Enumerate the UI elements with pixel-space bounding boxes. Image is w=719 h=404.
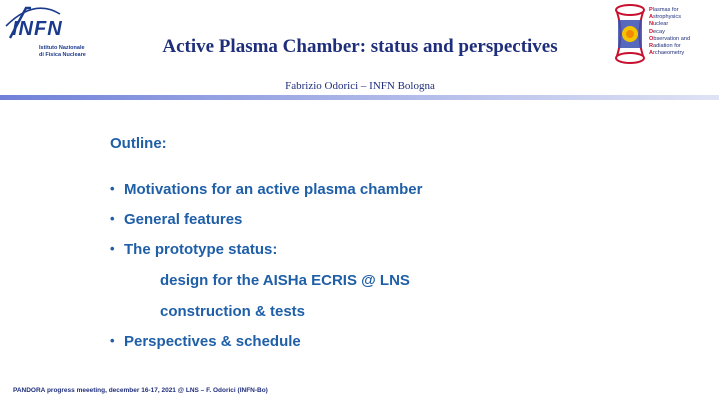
slide-title: Active Plasma Chamber: status and perspectives <box>162 36 558 57</box>
pandora-word: Radiation for <box>649 43 681 50</box>
pandora-word: Plasmas for <box>649 7 679 13</box>
bullet-icon: • <box>110 333 115 348</box>
bullet-icon: • <box>110 211 115 226</box>
pandora-word: Observation and <box>649 35 691 42</box>
bullet-icon: • <box>110 181 115 196</box>
infn-logo <box>4 4 116 64</box>
pandora-word: Astrophysics <box>649 14 682 21</box>
list-item-text: General features <box>124 211 243 228</box>
slide-footer: PANDORA progress meeeting, december 16-17, 2021 @ LNS – F. Odorici (INFN-Bo) <box>13 387 268 394</box>
outline-label: Outline: <box>110 135 167 152</box>
bullet-icon: • <box>110 241 115 256</box>
pandora-plasma-trap-icon <box>612 2 648 66</box>
infn-org-name <box>39 45 86 59</box>
pandora-logo <box>612 2 717 68</box>
infn-org-line2: di Fisica Nucleare <box>39 52 86 58</box>
slide-subtitle: Fabrizio Odorici – INFN Bologna <box>285 80 435 92</box>
pandora-acronym <box>649 7 690 57</box>
header-divider-band <box>0 95 719 100</box>
list-item-text: Motivations for an active plasma chamber <box>124 181 423 198</box>
infn-org-line1: Istituto Nazionale <box>39 45 85 51</box>
pandora-word: Archaeometry <box>649 50 685 57</box>
list-item-text: The prototype status: <box>124 241 278 258</box>
pandora-word: Nuclear <box>649 21 669 28</box>
list-subitem-text: design for the AISHa ECRIS @ LNS <box>160 272 410 289</box>
pandora-word: Decay <box>649 28 665 35</box>
list-item-text: Perspectives & schedule <box>124 333 301 350</box>
list-subitem-text: construction & tests <box>160 303 306 320</box>
infn-wordmark: INFN <box>12 18 63 40</box>
